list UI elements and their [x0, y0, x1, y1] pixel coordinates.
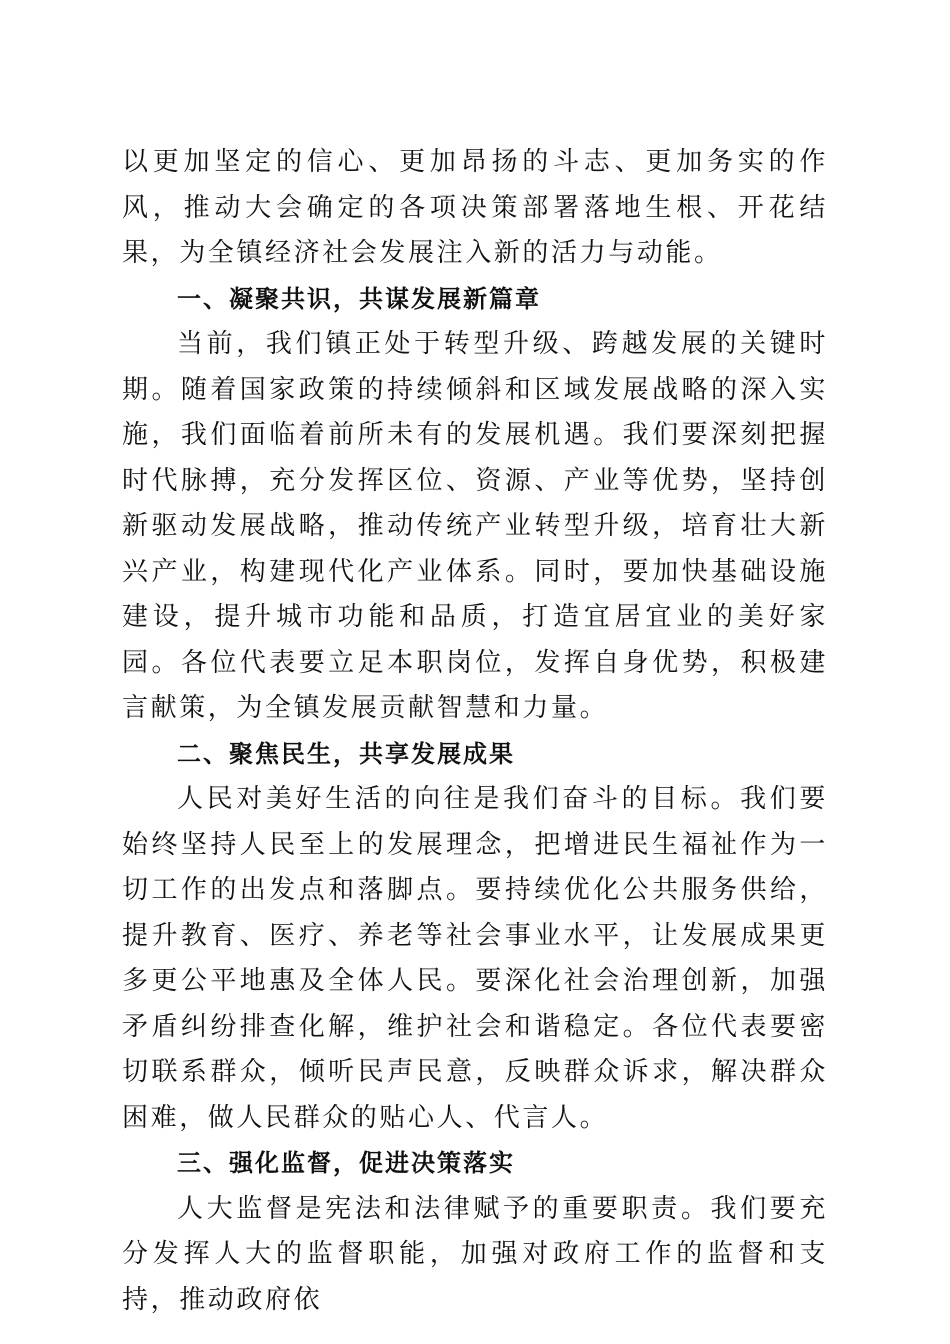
section-paragraph-2: 人民对美好生活的向往是我们奋斗的目标。我们要始终坚持人民至上的发展理念，把增进民生福祉作为一切工作的出发点和落脚点。要持续优化公共服务供给，提升教育、医疗、养老等社会事业水平，让发展成果更多更公平地惠及全体人民。要深化社会治理创新，加强矛盾纠纷排查化解，维护社会和谐稳定。各位代表要密切联系群众，倾听民声民意，反映群众诉求，解决群众困难，做人民群众的贴心人、代言人。 [122, 784, 828, 1133]
section-paragraph-3: 人大监督是宪法和法律赋予的重要职责。我们要充分发挥人大的监督职能，加强对政府工作的监督和支持，推动政府依 [122, 1193, 828, 1315]
opening-paragraph: 以更加坚定的信心、更加昂扬的斗志、更加务实的作风，推动大会确定的各项决策部署落地生根、开花结果，为全镇经济社会发展注入新的活力与动能。 [122, 147, 828, 268]
section-heading-1: 一、凝聚共识，共谋发展新篇章 [177, 284, 541, 313]
section-heading-3: 三、强化监督，促进决策落实 [177, 1149, 515, 1177]
section-paragraph-1: 当前，我们镇正处于转型升级、跨越发展的关键时期。随着国家政策的持续倾斜和区域发展战略的深入实施，我们面临着前所未有的发展机遇。我们要深刻把握时代脉搏，充分发挥区位、资源、产业等优势，坚持创新驱动发展战略，推动传统产业转型升级，培育壮大新兴产业，构建现代化产业体系。同时，要加快基础设施建设，提升城市功能和品质，打造宜居宜业的美好家园。各位代表要立足本职岗位，发挥自身优势，积极建言献策，为全镇发展贡献智慧和力量。 [122, 329, 828, 723]
section-heading-2: 二、聚焦民生，共享发展成果 [177, 739, 515, 768]
document-body [122, 140, 828, 1323]
